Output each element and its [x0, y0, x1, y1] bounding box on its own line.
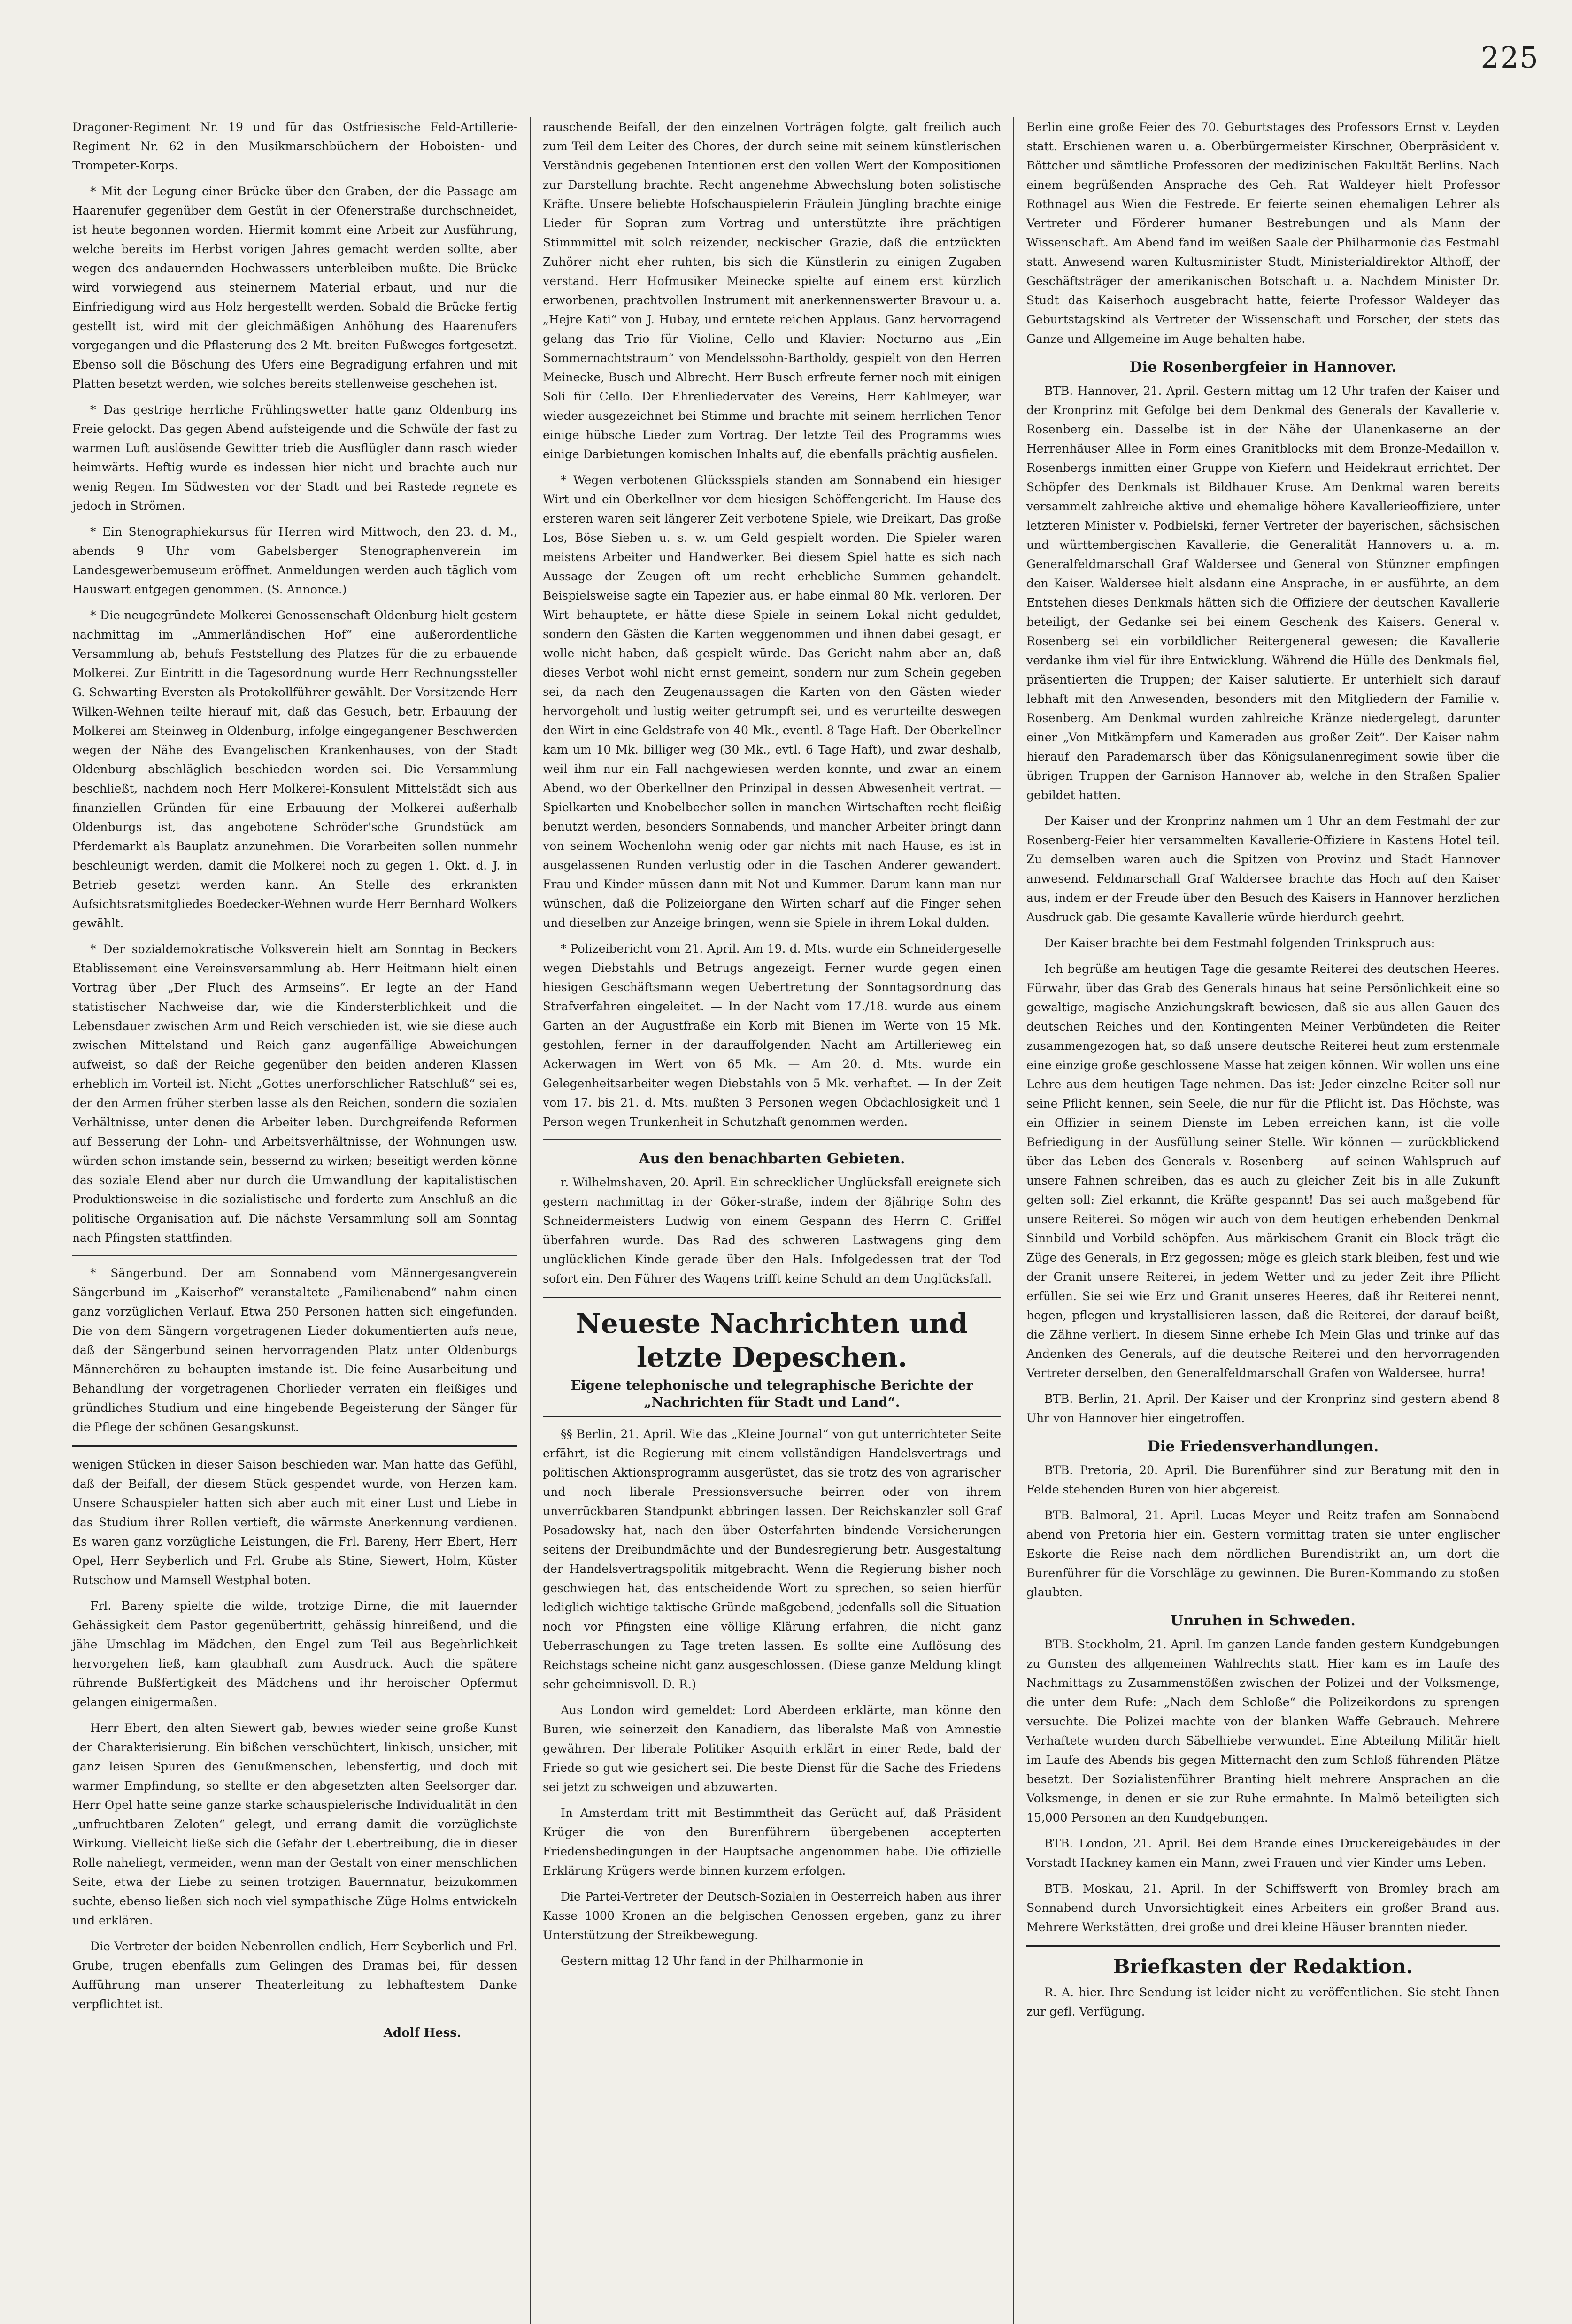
- article-leyden-celebration: Berlin eine große Feier des 70. Geburtstages des Professors Ernst v. Leyden statt. Erschienen waren u. a. Oberbürgermeister Kirschner, Oberpräsident v. Böttcher und sämtliche Professoren der medizinischen Fakultät Berlins. Nach einem begrüßenden Ansprache des Geh. Rat Waldeyer hielt Professor Rothnagel aus Wien die Festrede. Er feierte seinen ehemaligen Lehrer als Vertreter und Förderer humaner Bestrebungen und als Mann der Wissenschaft. Am Abend fand im weißen Saale der Philharmonie das Festmahl statt. Anwesend waren Kultusminister Studt, Ministerialdirektor Althoff, der Geschäftsträger der amerikanischen Botschaft u. a. Nachdem Minister Dr. Studt das Kaiserhoch ausgebracht hatte, feierte Professor Waldeyer das Geburtstagskind als Vertreter der Wissenschaft und Forscher, der stets das Ganze und Allgemeine im Auge behalten habe.: [1026, 120, 1500, 346]
- column-left: [60, 117, 530, 2324]
- article-saengerbund: * Sängerbund. Der am Sonnabend vom Männergesangverein Sängerbund im „Kaiserhof“ veranstaltete „Familienabend“ nahm einen ganz vorzüglichen Verlauf. Etwa 250 Personen hatten sich eingefunden. Die von dem Sängern vorgetragenen Lieder dokumentierten aufs neue, daß der Sängerbund seinen hervorragenden Platz unter Oldenburgs Männerchören zu behaupten imstande ist. Die feine Ausarbeitung und Behandlung der vorgetragenen Chorlieder verraten ein fleißiges und gründliches Studium und eine hingebende Begeisterung der Sänger für die Pflege der schönen Gesangskunst.: [72, 1266, 517, 1434]
- divider: [543, 1297, 1001, 1298]
- article-paragraph: Dragoner-Regiment Nr. 19 und für das Ostfriesische Feld-Artillerie-Regiment Nr. 62 in den Musikmarschbüchern der Hoboisten- und Trompeter-Korps.: [72, 120, 517, 172]
- dispatch-stockholm: BTB. Stockholm, 21. April. Im ganzen Lande fanden gestern Kundgebungen zu Gunsten des allgemeinen Wahlrechts statt. Hier kam es im Laufe des Nachmittags zu Zusammenstößen zwischen der Polizei und der Volksmenge, die unter dem Rufe: „Nach dem Schloße“ die Polizeikordons zu sprengen versuchte. Die Polizei machte von der blanken Waffe Gebrauch. Mehrere Verhaftete wurden durch Säbelhiebe verwundet. Eine Abteilung Militär hielt im Laufe des Abends bis gegen Mitternacht den zum Schloß führenden Plätze besetzt. Der Sozialistenführer Branting hielt mehrere Ansprachen an die Volksmenge, in denen er sie zur Ruhe ermahnte. In Malmö beteiligten sich 15,000 Personen an den Kundgebungen.: [1026, 1638, 1500, 1824]
- column-middle: [530, 117, 1013, 2324]
- article-social-democrats: * Der sozialdemokratische Volksverein hielt am Sonntag in Beckers Etablissement eine Vereinsversammlung ab. Herr Heitmann hielt einen Vortrag über „Der Fluch des Armseins“. Er legte an der Hand statistischer Nachweise dar, wie die Kindersterblichkeit und die Lebensdauer zwischen Arm und Reich verschieden ist, wie sie diese auch zwischen Mittelstand und Reich ganz augenfällige Abweichungen aufweist, so daß der Reiche gegenüber den beiden anderen Klassen erheblich im Vorteil ist. Nicht „Gottes unerforschlicher Ratschluß“ sei es, der den Armen früher sterben lasse als den Reichen, sondern die sozialen Verhältnisse, unter denen die Arbeiter leben. Durchgreifende Reformen auf Besserung der Lohn- und Arbeitsverhältnisse, der Wohnungen usw. würden schon imstande sein, bessernd zu wirken; beseitigt werden könne das soziale Elend aber nur durch die Umwandlung der kapitalistischen Produktionsweise in die sozialistische und forderte zum Anschluß an die politische Organisation auf. Die nächste Versammlung soll am Sonntag nach Pfingsten stattfinden.: [72, 942, 517, 1245]
- section-title-rosenberg: Die Rosenbergfeier in Hannover.: [1129, 359, 1397, 376]
- page-number: 225: [1480, 40, 1539, 75]
- column-right: [1013, 117, 1512, 2324]
- theatre-review-paragraph: Die Vertreter der beiden Nebenrollen endlich, Herr Seyberlich und Frl. Grube, trugen ebenfalls zum Gelingen des Dramas bei, für dessen Aufführung man unserer Theaterleitung zu lebhaftestem Danke verpflichtet ist.: [72, 1939, 517, 2011]
- section-title-letterbox: Briefkasten der Redaktion.: [1113, 1955, 1413, 1978]
- dispatch-berlin: §§ Berlin, 21. April. Wie das „Kleine Journal“ von gut unterrichteter Seite erfährt, ist die Regierung mit einem vollständigen Handelsvertrags- und politischen Aktionsprogramm ausgerüstet, das sie trotz des von agrarischer und noch liberale Pressionsversuche beirren oder von ihrem unverrückbaren Standpunkt abbringen lassen. Der Reichskanzler soll Graf Posadowsky hat, nach den über Osterfahrten bindende Versicherungen seitens der Dreibundmächte und der Bundesregierung betr. Ausgestaltung der Handelsvertragspolitik mitgebracht. Wenn die Regierung bisher noch geschwiegen hat, das entscheidende Wort zu sprechen, so seien hierfür lediglich wichtige taktische Gründe maßgebend, jedenfalls soll die Situation noch vor Pfingsten eine völlige Klärung erfahren, die nicht ganz Ueberraschungen zu Tage treten lassen. Es sollte eine Auflösung des Reichstags scheine nicht ganz ausgeschlossen. (Diese ganze Meldung klingt sehr geheimnisvoll. D. R.): [543, 1427, 1001, 1691]
- news-block-subtitle: Eigene telephonische und telegraphische Berichte der „Nachrichten für Stadt und Land“.: [543, 1377, 1001, 1417]
- author-signature: Adolf Hess.: [383, 2026, 461, 2040]
- dispatch-toast: Ich begrüße am heutigen Tage die gesamte Reiterei des deutschen Heeres. Fürwahr, über das Grab des Generals hinaus hat seine Persönlichkeit eine so gewaltige, magische Anziehungskraft bewiesen, daß sie aus allen Gauen des deutschen Reiches und den Kontingenten Meiner Verbündeten die Reiter zusammengezogen hat, so daß unsere deutsche Reiterei heut zum erstenmale eine einzige große geschlossene Masse hat zeigen können. Wir wollen uns eine Lehre aus dem heutigen Tage nehmen. Das ist: Jeder einzelne Reiter soll nur seine Pflicht kennen, sein Seele, die nur für die Pflicht ist. Das Höchste, was ein Offizier in seinem Dienste im Leben erreichen kann, ist die volle Befriedigung in der Ausfüllung seiner Stelle. Wir können — zurückblickend über das Leben des Generals v. Rosenberg — auf seinen Wahlspruch auf unsere Fahnen schreiben, das es auch zu gleicher Zeit bis in alle Zukunft gelten soll: Ziel erkannt, die Kräfte gespannt! Das sei auch maßgebend für unsere Reiterei. So mögen wir auch von dem heutigen erhebenden Denkmal Sinnbild und Vorbild schöpfen. Aus märkischem Granit ein Block trägt die Züge des Generals, in Erz gegossen; möge es gleich stark bleiben, fest und wie der Granit unsere Reiterei, in jedem Wetter und zu jeder Zeit ihre Pflicht erfüllen. Sie sei wie Erz und Granit unseres Heeres, daß ihr Reiterei nennt, hegen, pflegen und krystallisieren lassen, daß die Reiterei, der darauf beißt, die Zähne verliert. In diesem Sinne erhebe Ich Mein Glas und trinke auf das Andenken des Generals, auf die deutsche Reiterei und den hervorragenden Vertreter derselben, den Generalfeldmarschall Grafen von Waldersee, hurra!: [1026, 962, 1500, 1380]
- dispatch-pretoria: BTB. Pretoria, 20. April. Die Burenführer sind zur Beratung mit den in Felde stehenden Buren von hier abgereist.: [1026, 1463, 1500, 1496]
- article-weather: * Das gestrige herrliche Frühlingswetter hatte ganz Oldenburg ins Freie gelockt. Das gegen Abend aufsteigende und die Schwüle der fast zu warmen Luft auslösende Gewitter trieb die Ausflügler dann rasch wieder heimwärts. Heftig wurde es indessen hier nicht und brachte auch nur wenig Regen. Im Südwesten vor der Stadt und bei Rastede regnete es jedoch in Strömen.: [72, 403, 517, 513]
- section-title-peace: Die Friedensverhandlungen.: [1147, 1438, 1379, 1455]
- dispatch-london-fire: BTB. London, 21. April. Bei dem Brande eines Druckereigebäudes in der Vorstadt Hackney kamen ein Mann, zwei Frauen und vier Kinder ums Leben.: [1026, 1837, 1500, 1870]
- article-police-report: * Polizeibericht vom 21. April. Am 19. d. Mts. wurde ein Schneidergeselle wegen Diebstahls und Betrugs angezeigt. Ferner wurde gegen einen hiesigen Geschäftsmann wegen Uebertretung der Sonntagsordnung das Strafverfahren eingeleitet. — In der Nacht vom 17./18. wurde aus einem Garten an der Augustfraße ein Korb mit Bienen im Werte von 15 Mk. gestohlen, ferner in der darauffolgenden Nacht am Artillerieweg ein Ackerwagen im Wert von 65 Mk. — Am 20. d. Mts. wurde ein Gelegenheitsarbeiter wegen Diebstahls von 5 Mk. verhaftet. — In der Zeit vom 17. bis 21. d. Mts. mußten 3 Personen wegen Obdachlosigkeit und 1 Person wegen Trunkenheit in Schutzhaft genommen werden.: [543, 942, 1001, 1129]
- dispatch-austria: Die Partei-Vertreter der Deutsch-Sozialen in Oesterreich haben aus ihrer Kasse 1000 Kronen an die belgischen Genossen ergeben, ganz zu ihrer Unterstützung der Streikbewegung.: [543, 1890, 1001, 1942]
- article-stenography: * Ein Stenographiekursus für Herren wird Mittwoch, den 23. d. M., abends 9 Uhr vom Gabelsberger Stenographenverein im Landesgewerbemuseum eröffnet. Anmeldungen werden auch täglich vom Hauswart entgegen genommen. (S. Annonce.): [72, 525, 517, 596]
- letterbox-reply: R. A. hier. Ihre Sendung ist leider nicht zu veröffentlichen. Sie steht Ihnen zur gefl. Verfügung.: [1026, 1985, 1500, 2018]
- article-wilhelmshaven: r. Wilhelmshaven, 20. April. Ein schrecklicher Unglücksfall ereignete sich gestern nachmittag in der Göker-straße, indem der 8jährige Sohn des Schneidermeisters Ludwig von einem Gespann des Herrn C. Griffel überfahren wurde. Das Rad des schweren Lastwagens ging dem unglücklichen Kinde gerade über den Hals. Infolgedessen trat der Tod sofort ein. Den Führer des Wagens trifft keine Schuld an dem Unglücksfall.: [543, 1176, 1001, 1285]
- dispatch-amsterdam: In Amsterdam tritt mit Bestimmtheit das Gerücht auf, daß Präsident Krüger die von den Burenführern übergebenen accepterten Friedensbedingungen in der Hauptsache angenommen habe. Die offizielle Erklärung Krügers werde binnen kurzem erfolgen.: [543, 1806, 1001, 1878]
- theatre-review-paragraph: Herr Ebert, den alten Siewert gab, bewies wieder seine große Kunst der Charakterisierung. Ein bißchen verschüchtert, linkisch, unsicher, mit ganz leisen Spuren des Genußmenschen, lebensfertig, und doch mit warmer Empfindung, so stellte er den abgesetzten alten Seelsorger dar. Herr Opel hatte seine ganze starke schauspielerische Individualität in den „unfruchtbaren Zeloten“ gelegt, und errang damit die vorzüglichste Wirkung. Vielleicht ließe sich die Gefahr der Uebertreibung, die in dieser Rolle naheliegt, vermeiden, wenn man der Gestalt von einer menschlichen Seite, etwa der Liebe zu seinen trotzigen Bauernnatur, beizukommen suchte, ebenso ließen sich noch viel sympathische Züge Holms entwickeln und erklären.: [72, 1721, 517, 1927]
- divider: [72, 1445, 517, 1447]
- section-title-neighbouring: Aus den benachbarten Gebieten.: [639, 1150, 905, 1167]
- dispatch-london: Aus London wird gemeldet: Lord Aberdeen erklärte, man könne den Buren, wie seinerzeit den Kanadiern, das liberalste Maß von Amnestie gewähren. Der liberale Politiker Asquith erklärt in einer Rede, bald der Friede so gut wie gesichert sei. Die beste Dienst für die Sache des Friedens sei jetzt zu schweigen und abzuwarten.: [543, 1703, 1001, 1794]
- dispatch-hannover-banquet: Der Kaiser und der Kronprinz nahmen um 1 Uhr an dem Festmahl der zur Rosenberg-Feier hier versammelten Kavallerie-Offiziere in Kastens Hotel teil. Zu demselben waren auch die Spitzen von Provinz und Stadt Hannover anwesend. Feldmarschall Graf Waldersee brachte das Hoch auf den Kaiser aus, indem er der Freude über den Besuch des Kaisers in Hannover herzlichen Ausdruck gab. Die gesamte Kavallerie würde hierdurch geehrt.: [1026, 814, 1500, 924]
- dispatch-toast-intro: Der Kaiser brachte bei dem Festmahl folgenden Trinkspruch aus:: [1044, 936, 1435, 950]
- article-dairy-cooperative: * Die neugegründete Molkerei-Genossenschaft Oldenburg hielt gestern nachmittag im „Ammerländischen Hof“ eine außerordentliche Versammlung ab, behufs Feststellung des Platzes für die zu erbauende Molkerei. Zur Eintritt in die Tagesordnung wurde Herr Rechnungssteller G. Schwarting-Eversten als Protokollführer gewählt. Der Vorsitzende Herr Wilken-Wehnen teilte hierauf mit, daß das Gesuch, betr. Erbauung der Molkerei am Steinweg in Oldenburg, infolge eingegangener Beschwerden wegen der Nähe des Evangelischen Krankenhauses, von der Stadt Oldenburg abschläglich beschieden worden sei. Die Versammlung beschließt, nachdem noch Herr Molkerei-Konsulent Mittelstädt sich aus finanziellen Gründen für eine Erbauung der Molkerei außerhalb Oldenburgs ist, das angebotene Schröder'sche Grundstück am Pferdemarkt als Bauplatz anzunehmen. Die Vorarbeiten sollen nunmehr beschleunigt werden, damit die Molkerei noch zu gegen 1. Okt. d. J. in Betrieb gesetzt werden kann. An Stelle des erkrankten Aufsichtsratsmitgliedes Boedecker-Wehnen wurde Herr Bernhard Wolkers gewählt.: [72, 608, 517, 930]
- dispatch-balmoral: BTB. Balmoral, 21. April. Lucas Meyer und Reitz trafen am Sonnabend abend von Pretoria hier ein. Gestern vormittag traten sie unter englischer Eskorte die Reise nach dem nördlichen Burendistrikt an, um dort die Burenführer für die Vorschläge zu gewinnen. Die Buren-Kommando zu stoßen glaubten.: [1026, 1508, 1500, 1599]
- dispatch-philharmonie: Gestern mittag 12 Uhr fand in der Philharmonie in: [561, 1954, 863, 1968]
- article-gambling: * Wegen verbotenen Glücksspiels standen am Sonnabend ein hiesiger Wirt und ein Oberkellner vor dem hiesigen Schöffengericht. Im Hause des ersteren waren seit längerer Zeit verbotene Spiele, wie Dreikart, Das große Los, Böse Sieben u. s. w. um Geld gespielt worden. Die Spieler waren meistens Arbeiter und Handwerker. Bei diesem Spiel hatte es sich nach Aussage der Zeugen oft um recht erhebliche Summen gehandelt. Beispielsweise sagte ein Tapezier aus, er habe einmal 80 Mk. verloren. Der Wirt behauptete, er hätte diese Spiele in seinem Lokal nicht geduldet, sondern den Gästen die Karten weggenommen und ihnen dabei gesagt, er wolle nicht haben, daß gespielt würde. Das Gericht nahm aber an, daß dieses Verbot wohl nicht ernst gemeint, sondern nur zum Schein gegeben sei, da nach den Zeugenaussagen die Karten von den Gästen wieder hervorgeholt und lustig weiter getrumpft sei, und es verurteilte deswegen den Wirt in eine Geldstrafe von 40 Mk., eventl. 8 Tage Haft. Der Oberkellner kam um 10 Mk. billiger weg (30 Mk., evtl. 6 Tage Haft), und zwar deshalb, weil ihm nur ein Fall nachgewiesen werden konnte, und zwar an einem Abend, wo der Oberkellner den Prinzipal in dessen Abwesenheit vertrat. — Spielkarten und Knobelbecher sollen in manchen Wirtschaften recht fleißig benutzt werden, besonders Sonnabends, und mancher Arbeiter bringt dann von seinem Wochenlohn wenig oder gar nichts mit nach Hause, es ist in ausgelassenen Runden verlustig oder in die Taschen Anderer gewandert. Frau und Kinder müssen dann mit Not und Kummer. Darum kann man nur wünschen, daß die Polizeiorgane den Wirten scharf auf die Finger sehen und dieselben zur Anzeige bringen, wenn sie Spiele in ihrem Lokal dulden.: [543, 473, 1001, 930]
- article-concert: rauschende Beifall, der den einzelnen Vorträgen folgte, galt freilich auch zum Teil dem Leiter des Chores, der durch seine mit seinem künstlerischen Verständnis gegebenen Intentionen erst den vollen Wert der Kompositionen zur Darstellung brachte. Recht angenehme Abwechslung boten solistische Kräfte. Unsere beliebte Hofschauspielerin Fräulein Jüngling brachte einige Lieder für Sopran zum Vortrag und unterstützte ihre prächtigen Stimmmittel mit solch reizender, neckischer Grazie, daß die entzückten Zuhörer nicht eher ruhten, bis sich die Künstlerin zu einigen Zugaben verstand. Herr Hofmusiker Meinecke spielte auf einem erst kürzlich erworbenen, prachtvollen Instrument mit anerkennenswerter Bravour u. a. „Hejre Kati“ von J. Hubay, und erntete reichen Applaus. Ganz hervorragend gelang das Trio für Violine, Cello und Klavier: Nocturno aus „Ein Sommernachtstraum“ von Mendelssohn-Bartholdy, gespielt von den Herren Meinecke, Busch und Albrecht. Herr Busch erfreute ferner noch mit einigen Soli für Cello. Der Ehrenliedervater des Vereins, Herr Kahlmeyer, war wieder ausgezeichnet bei Stimme und brachte mit seinem herrlichen Tenor einige hübsche Lieder zum Vortrag. Der letzte Teil des Programms wies einige Darbietungen komischen Inhalts auf, die ebenfalls prächtig ausfielen.: [543, 120, 1001, 461]
- divider: [1026, 1945, 1500, 1947]
- dispatch-moscow: BTB. Moskau, 21. April. In der Schiffswerft von Bromley brach am Sonnabend durch Unvorsichtigkeit eines Arbeiters ein großer Brand aus. Mehrere Werkstätten, drei große und drei kleine Häuser brannten nieder.: [1026, 1882, 1500, 1934]
- theatre-review-paragraph: wenigen Stücken in dieser Saison beschieden war. Man hatte das Gefühl, daß der Beifall, der diesem Stück gespendet wurde, von Herzen kam. Unsere Schauspieler hatten sich aber auch mit einer Lust und Liebe in das Studium ihrer Rollen vertieft, die wärmste Anerkennung verdienen. Es waren ganz vorzügliche Leistungen, die Frl. Bareny, Herr Ebert, Herr Opel, Herr Seyberlich und Frl. Grube als Stine, Siewert, Holm, Küster Rutschow und Mamsell Westphal boten.: [72, 1458, 517, 1587]
- columns: [60, 117, 1512, 2324]
- divider: [72, 1255, 517, 1256]
- theatre-review-paragraph: Frl. Bareny spielte die wilde, trotzige Dirne, die mit lauernder Gehässigkeit dem Pastor gegenübertritt, gehässig hinreißend, und die jähe Umschlag im Mädchen, den Engel zum Teil aus Begehrlichkeit hervorgehen ließ, kam glaubhaft zum Ausdruck. Auch die spätere rührende Bußfertigkeit des Mädchens und ihr heroischer Opfermut gelangen einigermaßen.: [72, 1599, 517, 1709]
- news-block-title: Neueste Nachrichten und letzte Depeschen.: [576, 1308, 968, 1373]
- dispatch-hannover: BTB. Hannover, 21. April. Gestern mittag um 12 Uhr trafen der Kaiser und der Kronprinz mit Gefolge bei dem Denkmal des Generals der Kavallerie v. Rosenberg ein. Dasselbe ist in der Nähe der Ulanenkaserne an der Herrenhäuser Allee in Form eines Granitblocks mit dem Bronze-Medaillon v. Rosenbergs inmitten einer Gruppe von Kiefern und Heidekraut errichtet. Der Schöpfer des Denkmals ist Bildhauer Kruse. Am Denkmal waren bereits versammelt zahlreiche aktive und ehemalige höhere Kavallerieoffiziere, unter letzteren Minister v. Podbielski, ferner Vertreter der bayerischen, sächsischen und württembergischen Kavallerie, die Generalität Hannovers u. a. m. Generalfeldmarschall Graf Waldersee und General von Stünzner empfingen den Kaiser. Waldersee hielt alsdann eine Ansprache, in er ausführte, an dem Entstehen dieses Denkmals hätten sich die Offiziere der deutschen Kavallerie beteiligt, der Gedanke sei bei einem Geschenk des Kaisers. General v. Rosenberg sei ein vorbildlicher Reitergeneral gewesen; die Kavallerie verdanke ihm viel für ihre Entwicklung. Während die Hülle des Denkmals fiel, präsentierten die Truppen; der Kaiser salutierte. Er unterhielt sich darauf lebhaft mit den Anwesenden, besonders mit den Mitgliedern der Familie v. Rosenberg. Am Denkmal wurden zahlreiche Kränze niedergelegt, darunter einer „Von Mitkämpfern und Kameraden aus großer Zeit“. Der Kaiser nahm hierauf den Parademarsch über das Königsulanenregiment sowie über die übrigen Truppen der Garnison Hannover ab, welche in den Straßen Spalier gebildet hatten.: [1026, 384, 1500, 802]
- section-title-sweden: Unruhen in Schweden.: [1170, 1612, 1356, 1629]
- article-bridge: * Mit der Legung einer Brücke über den Graben, der die Passage am Haarenufer gegenüber dem Gestüt in der Ofenerstraße durchschneidet, ist heute begonnen worden. Hiermit kommt eine Arbeit zur Ausführung, welche bereits im Herbst vorigen Jahres gemacht werden sollte, aber wegen des andauernden Hochwassers unterbleiben mußte. Die Brücke wird vorwiegend aus steinernem Material erbaut, und nur die Einfriedigung wird aus Holz hergestellt werden. Sobald die Brücke fertig gestellt ist, wird mit der gleichmäßigen Anhöhung des Haarenufers vorgegangen und die Pflasterung des 2 Mt. breiten Fußweges fortgesetzt. Ebenso soll die Böschung des Ufers eine Begradigung erfahren und mit Platten besetzt werden, wie solches bereits stellenweise geschehen ist.: [72, 185, 517, 391]
- dispatch-berlin-return: BTB. Berlin, 21. April. Der Kaiser und der Kronprinz sind gestern abend 8 Uhr von Hannover hier eingetroffen.: [1026, 1392, 1500, 1425]
- divider: [543, 1139, 1001, 1140]
